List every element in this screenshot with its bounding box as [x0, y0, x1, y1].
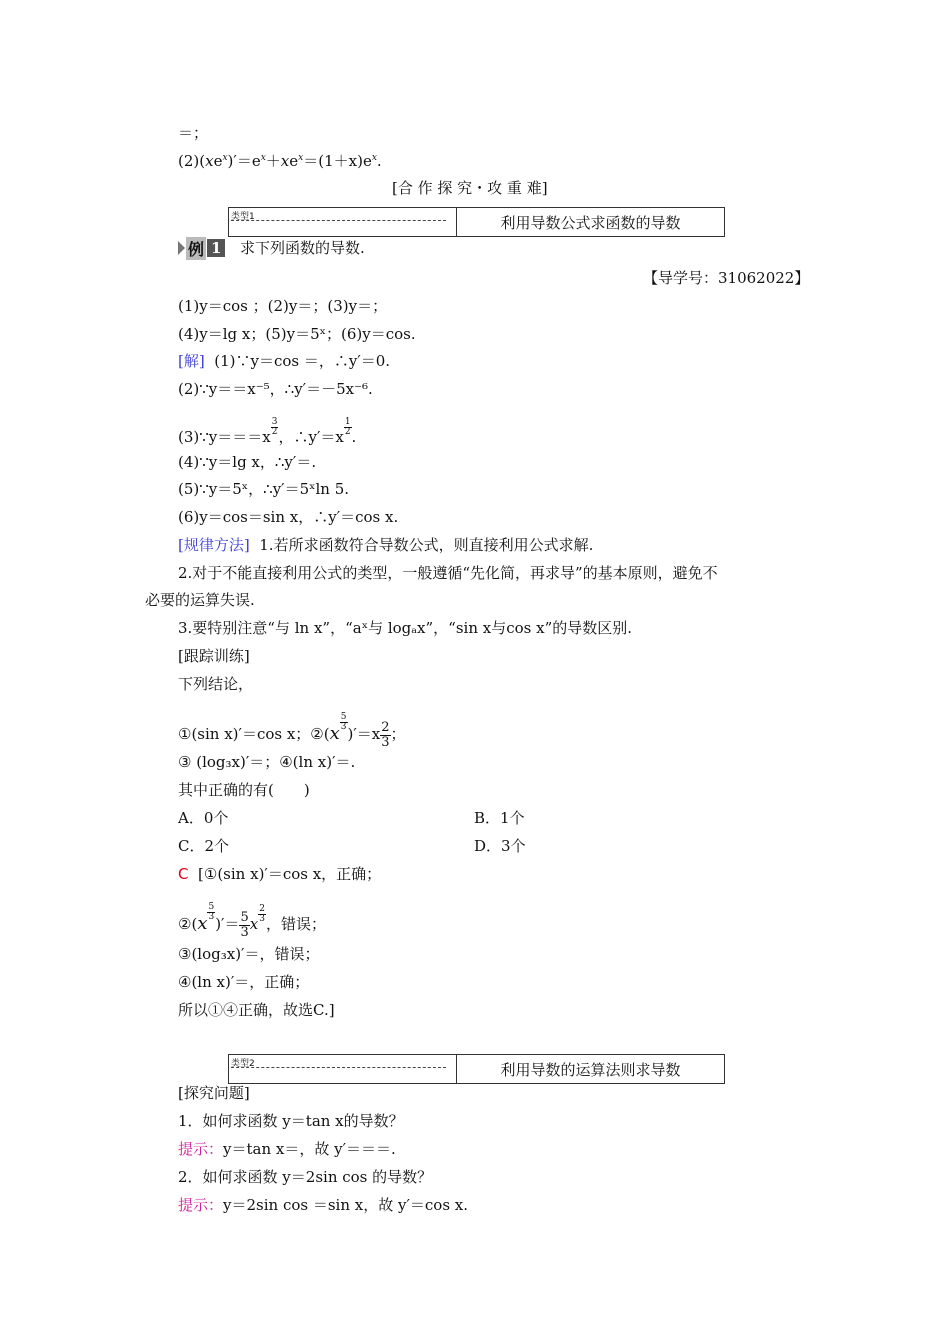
method-line: 2.对于不能直接利用公式的类型，一般遵循“先化简，再求导”的基本原则，避免不 — [178, 564, 718, 582]
option-a: A．0个 — [178, 809, 229, 827]
example-badge — [178, 238, 225, 258]
dashed-rule — [231, 220, 446, 221]
hint-label: 提示： — [178, 1196, 224, 1214]
conclusion-line: ①(sin x)′＝cos x；②(x $\frac{5}{3}$ )′＝x $\frac{2}{3}$ ； — [178, 712, 406, 750]
example-prompt: 求下列函数的导数. — [240, 239, 365, 257]
hint-label: 提示： — [178, 1140, 224, 1158]
answer-line: C [①(sin x)′＝cos x，正确； — [178, 865, 382, 883]
solution-line: (2)∵y＝＝x⁻⁵，∴y′＝－5x⁻⁶. — [178, 380, 373, 398]
solution-line: (5)∵y＝5ˣ，∴y′＝5ˣln 5. — [178, 480, 350, 498]
training-label: [跟踪训练] — [178, 647, 250, 665]
solution-line: (3)∵y＝＝＝x $\frac{3}{2}$ ，∴y′＝x $\frac{1}{2}$ . — [178, 417, 357, 446]
explore-label: [探究问题] — [178, 1084, 250, 1102]
option-b: B．1个 — [474, 809, 525, 827]
section-header: [合 作 探 究・攻 重 难] — [392, 179, 548, 197]
option-c: C．2个 — [178, 837, 230, 855]
question-line: (4)y＝lg x；(5)y＝5ˣ；(6)y＝cos. — [178, 325, 416, 343]
type-title: 利用导数公式求函数的导数 — [500, 214, 681, 232]
conclusion-line: ③ (log₃x)′＝；④(ln x)′＝. — [178, 753, 356, 771]
training-intro: 下列结论， — [178, 675, 254, 693]
answer-line: ②(x $\frac{5}{3}$ )′＝ $\frac{5}{3}$ x $\frac{2}{3}$ ，错误； — [178, 902, 326, 940]
method-line: 3.要特别注意“与 ln x”，“aˣ与 logₐx”，“sin x与cos x”的导数区别. — [178, 619, 633, 637]
question-stem: 其中正确的有( ) — [178, 781, 310, 799]
formula-line: $(2)(xe^x)'=e^x+xe^x=(1+x)e^x$. — [178, 152, 382, 170]
example-word: 例 — [186, 237, 206, 260]
triangle-icon — [178, 241, 185, 255]
type-label: 类型2 — [231, 1059, 255, 1069]
hint-line: 提示：y＝tan x＝，故 y′＝＝＝. — [178, 1140, 396, 1158]
question-line: (1)y＝cos ；(2)y＝；(3)y＝； — [178, 297, 388, 315]
type-label: 类型1 — [231, 212, 255, 222]
option-d: D．3个 — [474, 837, 526, 855]
type-box — [228, 1054, 725, 1084]
method-line: 必要的运算失误. — [145, 591, 255, 609]
example-number: 1 — [207, 239, 225, 257]
jie-label: [解] — [178, 352, 205, 370]
guide-number: 【导学号：31062022】 — [643, 269, 810, 287]
formula-line: ＝； — [178, 124, 209, 142]
method-line: [规律方法] 1.若所求函数符合导数公式，则直接利用公式求解. — [178, 536, 594, 554]
explore-question: 1．如何求函数 y＝tan x的导数？ — [178, 1112, 404, 1130]
type-title: 利用导数的运算法则求导数 — [500, 1061, 681, 1079]
hint-line: 提示：y＝2sin cos ＝sin x，故 y′＝cos x. — [178, 1196, 469, 1214]
type-box — [228, 207, 725, 237]
answer-line: ④(ln x)′＝，正确； — [178, 973, 310, 991]
solution-line: (6)y＝cos＝sin x，∴y′＝cos x. — [178, 508, 399, 526]
solution-line: (4)∵y＝lg x，∴y′＝. — [178, 453, 317, 471]
explore-question: 2．如何求函数 y＝2sin cos 的导数？ — [178, 1168, 433, 1186]
answer-line: ③(log₃x)′＝，错误； — [178, 945, 320, 963]
answer-letter: C — [178, 865, 189, 883]
method-label: [规律方法] — [178, 536, 250, 554]
solution-line: [解] (1)∵y＝cos ＝，∴y′＝0. — [178, 352, 391, 370]
dashed-rule — [231, 1067, 446, 1068]
answer-line: 所以①④正确，故选C.] — [178, 1001, 335, 1019]
